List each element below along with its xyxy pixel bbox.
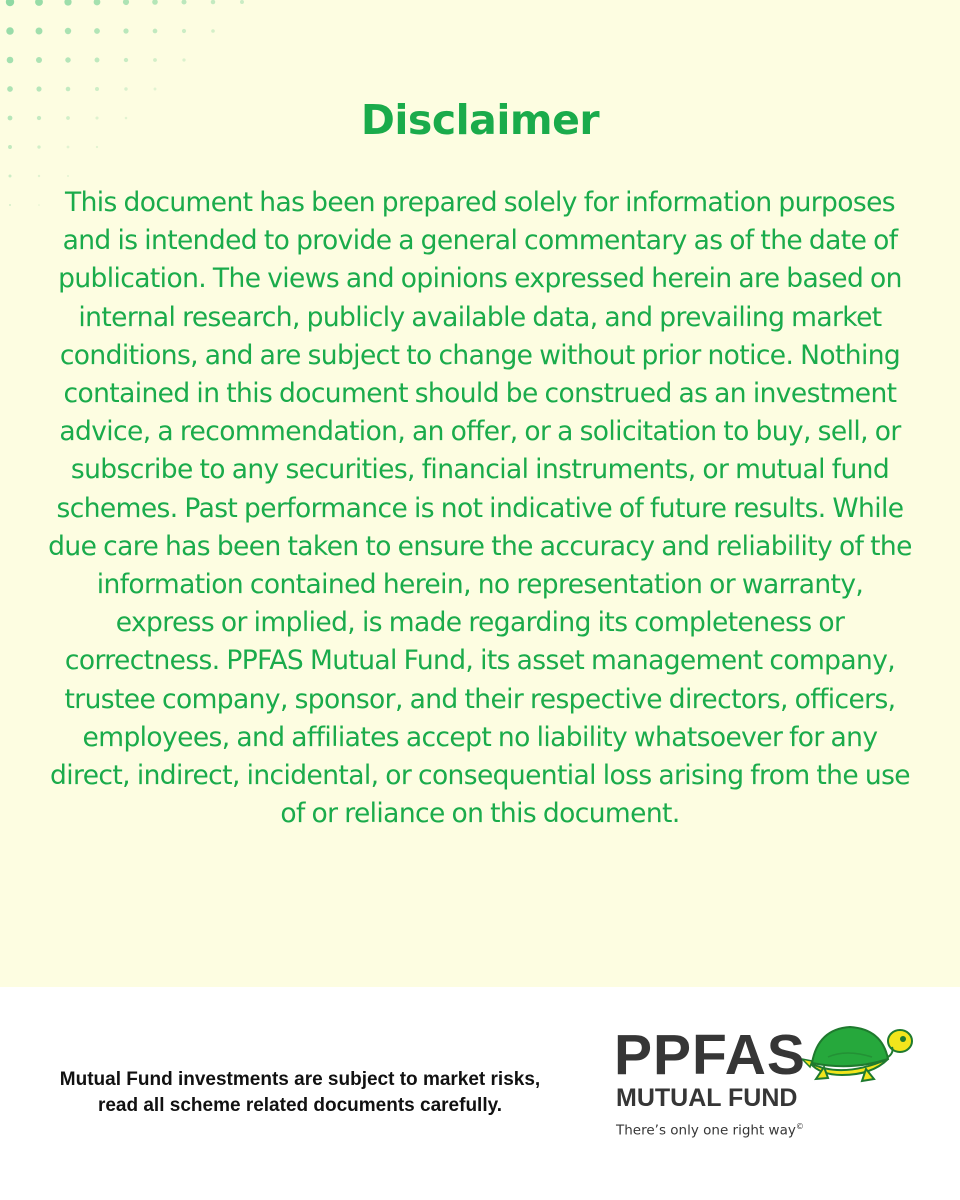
decorative-dot	[95, 58, 100, 63]
decorative-dot	[94, 28, 100, 34]
decorative-dot	[95, 87, 99, 91]
decorative-dot	[65, 28, 71, 34]
decorative-dot	[65, 57, 70, 62]
decorative-dot	[182, 29, 186, 33]
decorative-dot	[38, 204, 40, 206]
decorative-dot	[154, 88, 157, 91]
decorative-dot	[211, 0, 215, 4]
decorative-dot	[182, 58, 185, 61]
decorative-dot	[211, 29, 215, 33]
decorative-dot	[124, 58, 128, 62]
decorative-dot	[36, 86, 41, 91]
decorative-dot	[152, 0, 158, 5]
turtle-icon	[802, 1023, 918, 1085]
disclaimer-body: This document has been prepared solely for information purposes and is intended to provide a general commentary as of the date of publication. The views and opinions expressed herein are based on internal research, publicly available data, and prevailing market conditions, and are subject to change without prior notice. Nothing contained in this document should be construed as an investment advice, a recommendation, an offer, or a solicitation to buy, sell, or subscribe to any securities, financial instruments, or mutual fund schemes. Past performance is not indicative of future results. While due care has been taken to ensure the accuracy and reliability of the information contained herein, no representation or warranty, express or implied, is made regarding its completeness or correctness. PPFAS Mutual Fund, its asset management company, trustee company, sponsor, and their respective directors, officers, employees, and affiliates accept no liability whatsoever for any direct, indirect, incidental, or consequential loss arising from the use of or reliance on this document.	[48, 187, 912, 830]
decorative-dot	[36, 28, 43, 35]
decorative-dot	[153, 58, 157, 62]
decorative-dot	[64, 0, 71, 6]
decorative-dot	[123, 0, 129, 5]
decorative-dot	[94, 0, 101, 5]
decorative-dot	[36, 57, 42, 63]
decorative-dot	[181, 0, 186, 5]
footer	[0, 987, 960, 1200]
decorative-dot	[153, 29, 158, 34]
decorative-dot	[6, 0, 14, 6]
market-risk-line-2: read all scheme related documents carefully.	[97, 1095, 503, 1116]
decorative-dot	[7, 86, 13, 92]
logo-subtitle: MUTUAL FUND	[616, 1084, 798, 1112]
decorative-dot	[9, 204, 11, 206]
decorative-dot	[35, 0, 43, 6]
copyright-mark: ©	[795, 1122, 804, 1131]
logo-tagline-text: There’s only one right way	[616, 1122, 796, 1139]
logo-tagline	[616, 1118, 804, 1140]
decorative-dot	[123, 28, 128, 33]
decorative-dot	[9, 175, 12, 178]
decorative-dot	[124, 87, 127, 90]
logo-wordmark: PPFAS	[614, 1023, 806, 1087]
decorative-dot	[240, 0, 244, 4]
market-risk-notice	[30, 1067, 570, 1119]
decorative-dot	[6, 27, 14, 35]
decorative-dot	[38, 175, 40, 177]
market-risk-line-1: Mutual Fund investments are subject to market risks,	[59, 1069, 541, 1090]
ppfas-logo	[612, 1023, 922, 1143]
decorative-dot	[66, 87, 71, 92]
decorative-dot	[7, 57, 14, 64]
page-title: Disclaimer	[360, 96, 600, 144]
decorative-dot	[67, 175, 69, 177]
